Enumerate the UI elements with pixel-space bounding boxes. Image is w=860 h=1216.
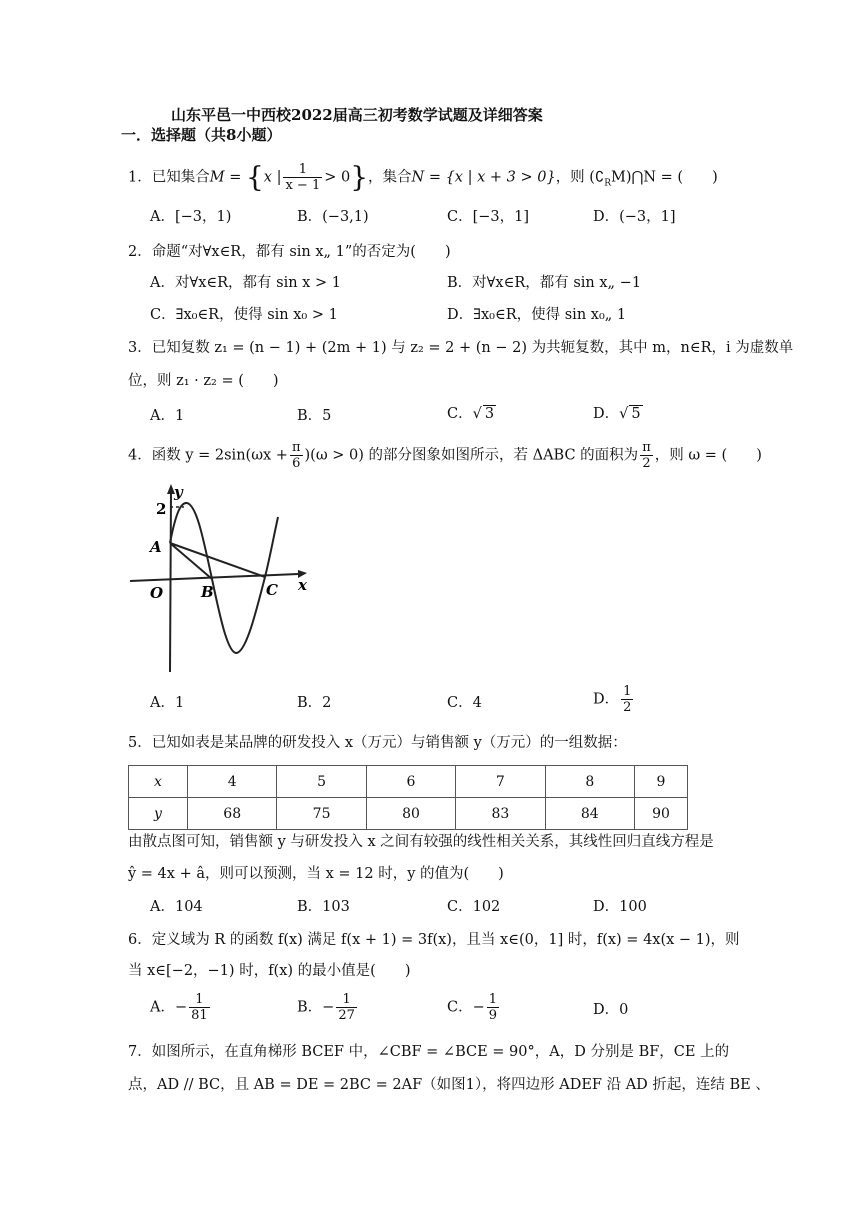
q5-option-a[interactable]: A．104 [150,899,203,915]
q2-option-a[interactable]: A．对∀x∈R，都有 sin x > 1 [150,275,341,291]
graph-label-x: x [298,576,307,594]
q4-option-a[interactable]: A．1 [150,695,185,711]
q1-option-d[interactable]: D．(−3，1] [593,209,676,225]
q4-option-c[interactable]: C．4 [447,695,482,711]
q1-tail: ，则 (∁ [555,169,605,186]
question-3-line2: 位，则 z₁ · z₂ = ( ) [128,373,279,389]
q2-option-c[interactable]: C．∃x₀∈R，使得 sin x₀ > 1 [150,307,338,323]
graph-label-2: 2 [156,500,167,518]
q3-option-d[interactable]: D．√ 5 [593,406,641,422]
q2-option-d[interactable]: D．∃x₀∈R，使得 sin x₀„ 1 [447,307,627,323]
table-cell: 9 [635,766,688,798]
q6-option-c[interactable]: C．− $\frac{1}{9}$ [447,992,498,1023]
table-cell: 5 [277,766,366,798]
q4-pi-over-6: $\frac{\pi}{6}$ [291,440,301,471]
table-cell: 68 [188,798,277,830]
table-cell: 8 [545,766,634,798]
table-cell: 80 [366,798,455,830]
q2-option-b[interactable]: B．对∀x∈R，都有 sin x„ −1 [447,275,642,291]
table-header-x: x [129,766,188,798]
q3-option-a[interactable]: A．1 [150,408,185,424]
graph-label-b: B [201,583,214,601]
q1-option-b[interactable]: B．(−3,1) [297,209,369,225]
q4-pi-over-2: $\frac{\pi}{2}$ [642,440,651,471]
table-header-y: y [129,798,188,830]
q1-set-m: M = [209,169,246,186]
question-5: 5．已知如表是某品牌的研发投入 x（万元）与销售额 y（万元）的一组数据： [128,735,627,751]
question-6-line1: 6．定义域为 R 的函数 f(x) 满足 f(x + 1) = 3f(x)，且当 x∈(0，1] 时，f(x) = 4x(x − 1)，则 [128,932,740,948]
q1-set-m-inner: x | [263,169,282,186]
q1-mid: ，集合 [368,169,412,186]
page-title: 山东平邑一中西校2022届高三初考数学试题及详细答案 [171,106,543,124]
q3-option-b[interactable]: B．5 [297,408,332,424]
q4-sine-graph [126,482,311,674]
question-6-line2: 当 x∈[−2，−1) 时，f(x) 的最小值是( ) [128,963,411,979]
table-cell: 84 [545,798,634,830]
q1-fraction: $\frac{1}{x - 1}$ [285,162,321,193]
question-4: 4．函数 y = 2sin(ωx + $\frac{\pi}{6}$ )(ω > 0) 的部分图象如图所示，若 ΔABC 的面积为 $\frac{\pi}{2}$ ，则 ω = ( ) [128,440,762,471]
table-cell: 4 [188,766,277,798]
graph-label-c: C [266,581,278,599]
question-3-line1: 3．已知复数 z₁ = (n − 1) + (2m + 1) 与 z₂ = 2 + (n − 2) 为共轭复数，其中 m，n∈R，i 为虚数单 [128,340,794,356]
section-heading: 一．选择题（共8小题） [121,126,282,144]
table-cell: 83 [456,798,545,830]
q5-data-table [128,765,688,830]
question-1: 1．已知集合M = {x | $\frac{1}{x - 1}$ > 0}，集合N = {x | x + 3 > 0}，则 $(∁_RM)⋂N$ = ( ) [128,160,718,194]
question-2: 2．命题“对∀x∈R，都有 sin x„ 1”的否定为( ) [128,244,451,260]
q3-option-c[interactable]: C．√ 3 [447,406,495,422]
q1-set-n: N = {x | x + 3 > 0} [411,169,556,186]
q4-option-b[interactable]: B．2 [297,695,332,711]
question-5-line2: 由散点图可知，销售额 y 与研发投入 x 之间有较强的线性相关关系，其线性回归直线方程是 [128,834,714,850]
table-cell: 7 [456,766,545,798]
q6-option-d[interactable]: D．0 [593,1002,629,1018]
table-cell: 75 [277,798,366,830]
q5-option-c[interactable]: C．102 [447,899,501,915]
question-7-line1: 7．如图所示，在直角梯形 BCEF 中，∠CBF = ∠BCE = 90°，A，D 分别是 BF，CE 上的 [128,1044,730,1060]
q4-option-d[interactable]: D． $\frac{1}{2}$ [593,684,632,715]
question-5-line3: ŷ = 4x + â，则可以预测，当 x = 12 时，y 的值为( ) [128,866,504,882]
graph-label-a: A [150,538,162,556]
graph-label-y: y [174,483,183,501]
q6-option-a[interactable]: A．− $\frac{1}{81}$ [150,992,208,1023]
q1-option-c[interactable]: C．[−3，1] [447,209,530,225]
q1-option-a[interactable]: A．[−3，1) [150,209,232,225]
q5-option-b[interactable]: B．103 [297,899,350,915]
table-cell: 6 [366,766,455,798]
question-7-line2: 点，AD // BC，且 AB = DE = 2BC = 2AF（如图1），将四边形 ADEF 沿 AD 折起，连结 BE 、 [128,1077,770,1093]
q6-option-b[interactable]: B．− $\frac{1}{27}$ [297,992,355,1023]
q5-option-d[interactable]: D．100 [593,899,647,915]
q1-tail2: M)⋂N = ( ) [610,169,718,186]
table-cell: 90 [635,798,688,830]
table-row [129,798,688,830]
table-row [129,766,688,798]
graph-label-o: O [150,584,164,602]
q1-pre: 1．已知集合 [128,169,210,186]
q1-set-m-cond: > 0 [324,169,351,186]
